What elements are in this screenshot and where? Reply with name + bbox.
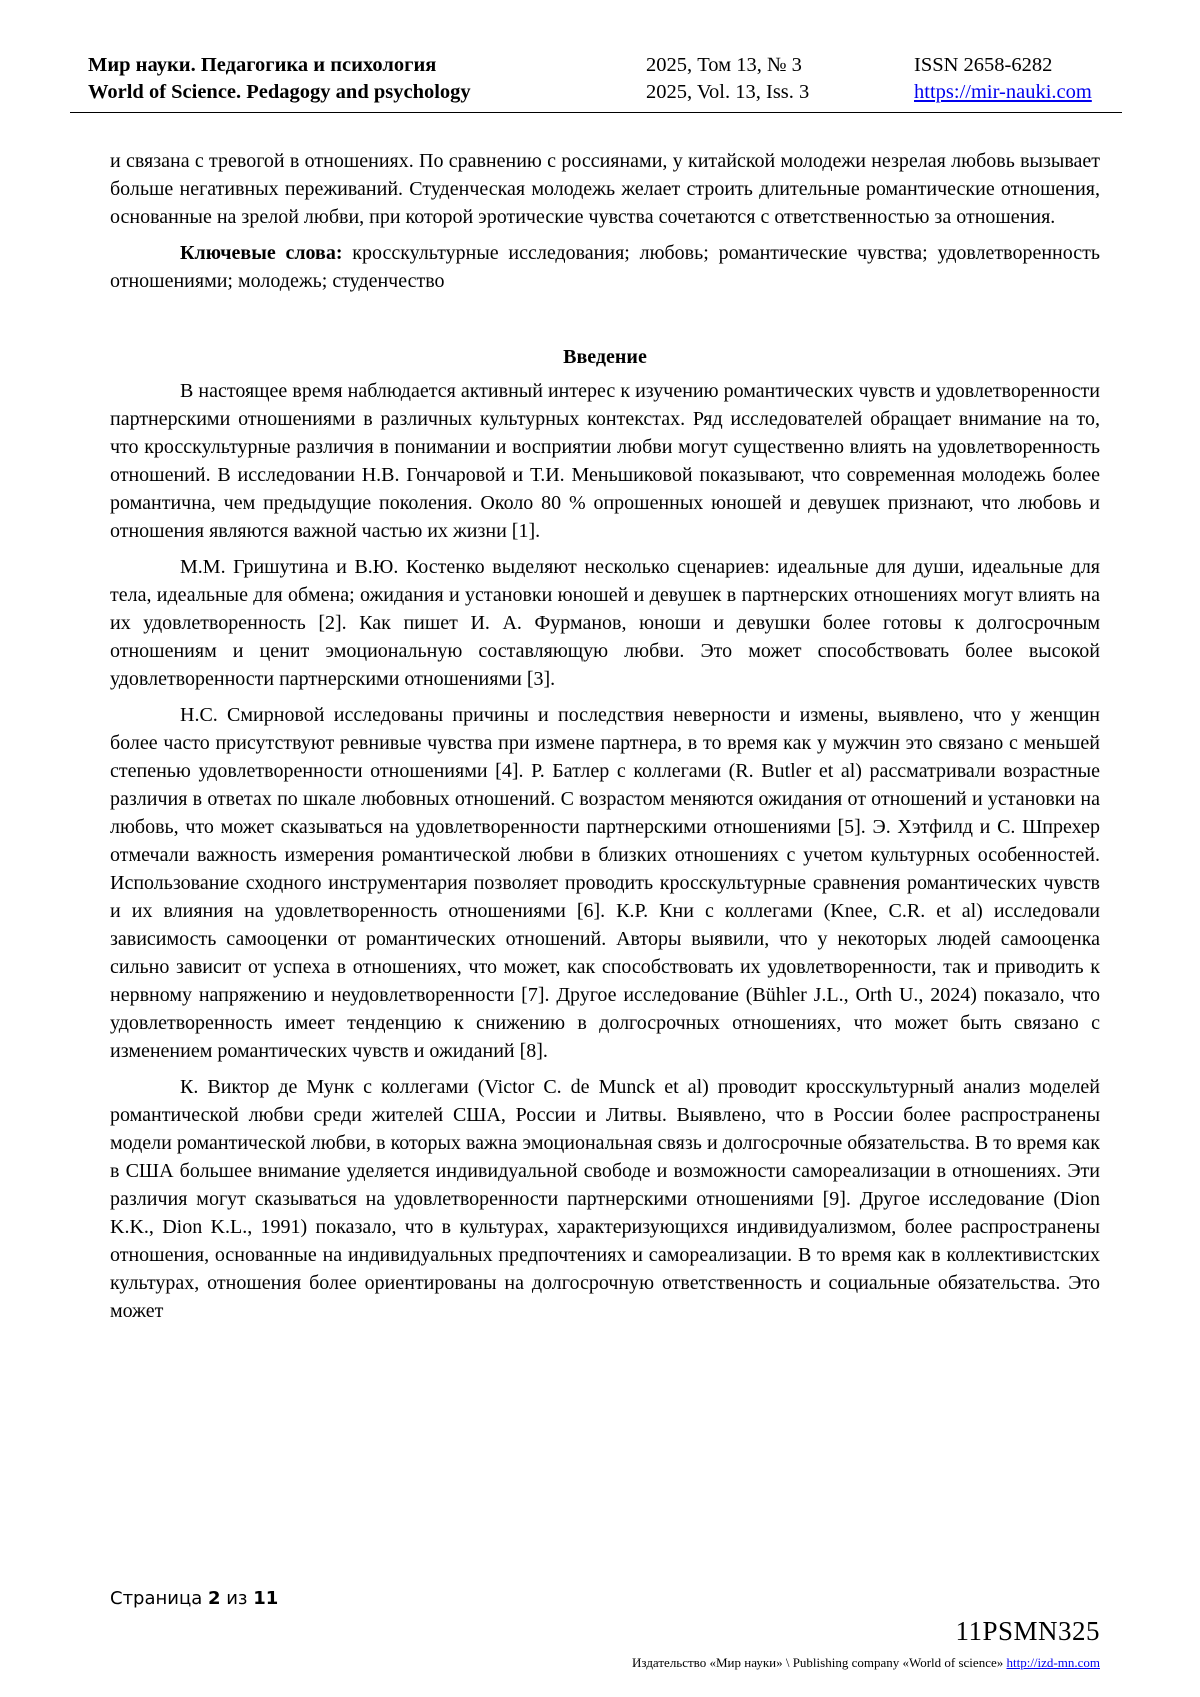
paragraph: К. Виктор де Мунк с коллегами (Victor C. de Munck et al) проводит кросскультурный анализ моделей романтической любви среди жителей США, России и Литвы. Выявлено, что в России более распространены модели романтической любви, в которых важна эмоциональная связь и долгосрочные обязательства. В то время как в США большее внимание уделяется индивидуальной свободе и возможности самореализации в отношениях. Эти различия могут сказываться на удовлетворенности партнерскими отношениями [9]. Другое исследование (Dion K.K., Dion K.L., 1991) показало, что в культурах, характеризующихся индивидуализмом, более распространены отношения, основанные на индивидуальных предпочтениях и самореализации. В то время как в коллективистских культурах, отношения более ориентированы на долгосрочную ответственность и социальные обязательства. Это может <box>110 1076 1100 1322</box>
issue-ru: 2025, Том 13, № 3 <box>646 54 802 76</box>
issue-block <box>646 52 809 106</box>
keywords <box>110 239 1100 295</box>
section-title: Введение <box>563 346 647 368</box>
paragraph: В настоящее время наблюдается активный интерес к изучению романтических чувств и удовлетворенности партнерскими отношениями в различных культурных контекстах. Ряд исследователей обращает внимание на то, что кросскультурные различия в понимании и восприятии любви могут существенно влиять на удовлетворенность отношений. В исследовании Н.В. Гончаровой и Т.И. Меньшиковой показывают, что современная молодежь более романтична, чем предыдущие поколения. Около 80 % опрошенных юношей и девушек признают, что любовь и отношения являются важной частью их жизни [1]. <box>110 380 1100 542</box>
page-number <box>110 1588 278 1609</box>
journal-title-block <box>88 52 471 106</box>
page-prefix: Страница <box>110 1588 208 1609</box>
abstract-end: и связана с тревогой в отношениях. По сравнению с россиянами, у китайской молодежи незрелая любовь вызывает больше негативных переживаний. Студенческая молодежь желает строить длительные романтические отношения, основанные на зрелой любви, при которой эротические чувства сочетаются с ответственностью за отношения. <box>110 150 1100 228</box>
journal-title-en: World of Science. Pedagogy and psychology <box>88 81 471 103</box>
page-total: 11 <box>253 1588 279 1609</box>
journal-header <box>88 52 1120 112</box>
paragraph: М.М. Гришутина и В.Ю. Костенко выделяют несколько сценариев: идеальные для души, идеальные для тела, идеальные для обмена; ожидания и установки юношей и девушек в партнерских отношениях могут влиять на их удовлетворенность [2]. Как пишет И. А. Фурманов, юноши и девушки более готовы к долгосрочным отношениям и ценит эмоциональную составляющую любви. Это может способствовать более высокой удовлетворенности партнерскими отношениями [3]. <box>110 556 1100 690</box>
issn: ISSN 2658-6282 <box>914 54 1053 76</box>
article-body <box>110 147 1100 1325</box>
issn-block <box>914 52 1092 106</box>
article-code: 11PSMN325 <box>955 1616 1100 1646</box>
publisher-line <box>632 1655 1100 1671</box>
publisher-text: Издательство «Мир науки» \ Publishing company «World of science» <box>632 1655 1007 1670</box>
page-mid: из <box>220 1588 254 1609</box>
publisher-link[interactable]: http://izd-mn.com <box>1006 1655 1100 1670</box>
paragraph: Н.С. Смирновой исследованы причины и последствия неверности и измены, выявлено, что у женщин более часто присутствуют ревнивые чувства при измене партнера, в то время как у мужчин это связано с меньшей степенью удовлетворенности отношениями [4]. Р. Батлер с коллегами (R. Butler et al) рассматривали возрастные различия в ответах по шкале любовных отношений. С возрастом меняются ожидания от отношений и установки на любовь, что может сказываться на удовлетворенности партнерскими отношениями [5]. Э. Хэтфилд и С. Шпрехер отмечали важность измерения романтической любви в близких отношениях с учетом культурных особенностей. Использование сходного инструментария позволяет проводить кросскультурные сравнения романтических чувств и их влияния на удовлетворенность отношениями [6]. К.Р. Кни с коллегами (Knee, C.R. et al) исследовали зависимость самооценки от романтических отношений. Авторы выявили, что у некоторых людей самооценка сильно зависит от успеха в отношениях, что может, как способствовать их удовлетворенности, так и приводить к нервному напряжению и неудовлетворенности [7]. Другое исследование (Bühler J.L., Orth U., 2024) показало, что удовлетворенность имеет тенденцию к снижению в долгосрочных отношениях, что может быть связано с изменением романтических чувств и ожиданий [8]. <box>110 704 1100 1062</box>
page-current: 2 <box>207 1588 221 1609</box>
issue-en: 2025, Vol. 13, Iss. 3 <box>646 81 810 103</box>
keywords-text: кросскультурные исследования; любовь; романтические чувства; удовлетворенность отношениями; молодежь; студенчество <box>110 242 1100 292</box>
journal-title-ru: Мир науки. Педагогика и психология <box>88 54 437 76</box>
header-divider <box>70 112 1122 113</box>
keywords-label: Ключевые слова: <box>180 242 343 264</box>
journal-url-link[interactable]: https://mir-nauki.com <box>914 81 1092 103</box>
